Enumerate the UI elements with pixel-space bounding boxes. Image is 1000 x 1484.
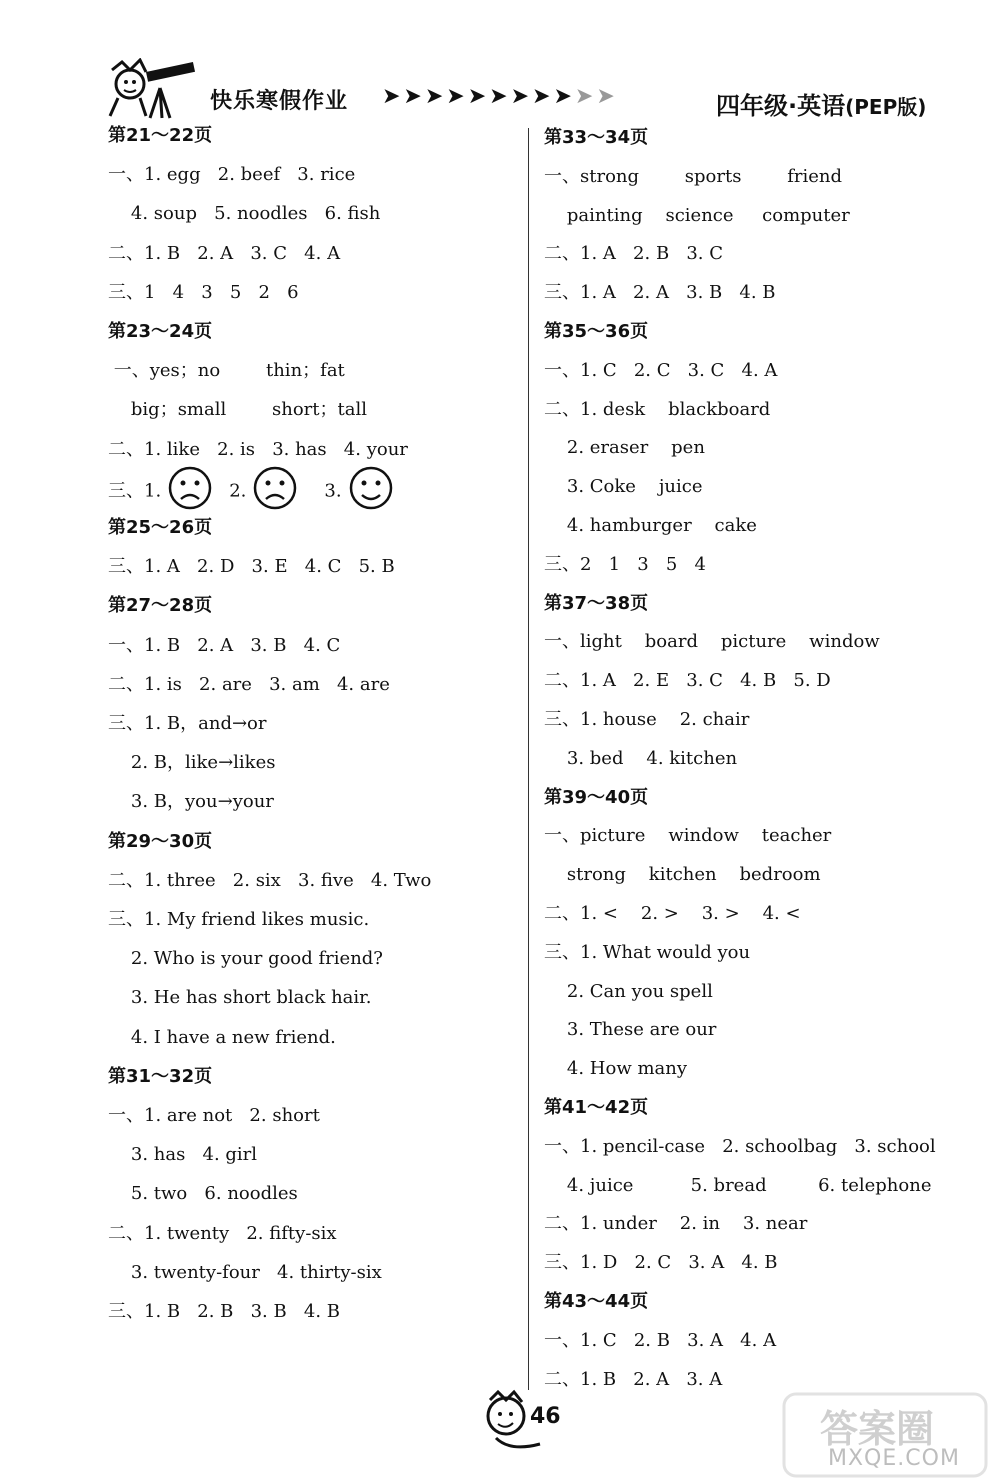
answer-line: 4. hamburger cake bbox=[544, 515, 757, 536]
answer-line: 3. These are our bbox=[544, 1019, 717, 1041]
answer-line: 二、1. desk blackboard bbox=[544, 398, 771, 420]
section-heading: 第31～32页 bbox=[108, 1065, 213, 1087]
answer-line: 2. B，like→likes bbox=[108, 752, 276, 774]
answer-line: 4. juice 5. bread 6. telephone bbox=[544, 1174, 932, 1196]
answer-line bbox=[108, 465, 394, 518]
grade-label: 四年级·英语 bbox=[716, 92, 846, 120]
watermark-title: 答案圈 bbox=[820, 1407, 935, 1451]
answer-line: 3. twenty-four 4. thirty-six bbox=[108, 1261, 382, 1283]
answer-line: 二、1. is 2. are 3. am 4. are bbox=[108, 673, 390, 695]
section-heading: 第29～30页 bbox=[108, 830, 213, 852]
answer-line: 二、1. three 2. six 3. five 4. Two bbox=[108, 869, 432, 891]
answer-line: 3. B，you→your bbox=[108, 791, 274, 813]
answer-line: 三、1. A 2. A 3. B 4. B bbox=[544, 282, 776, 304]
cartoon-telescope-logo bbox=[100, 58, 200, 120]
answer-line: 二、1. A 2. E 3. C 4. B 5. D bbox=[544, 670, 831, 692]
answer-line: 4. I have a new friend. bbox=[108, 1026, 336, 1048]
answer-line: 4. How many bbox=[544, 1058, 688, 1080]
answer-line: 三、1. B 2. B 3. B 4. B bbox=[108, 1301, 340, 1322]
answer-line: 三、1. What would you bbox=[544, 941, 751, 963]
answer-line: 一、1. pencil-case 2. schoolbag 3. school bbox=[544, 1135, 936, 1157]
arrows-dark: ➤➤➤➤➤➤➤➤➤ bbox=[382, 84, 575, 109]
answer-line: 二、1. B 2. A 3. A bbox=[544, 1368, 723, 1390]
arrow-decoration bbox=[382, 84, 618, 109]
answer-line: 5. two 6. noodles bbox=[108, 1183, 298, 1205]
answer-line: 一、1. C 2. C 3. C 4. A bbox=[544, 359, 778, 381]
section-heading: 第39～40页 bbox=[544, 786, 649, 808]
answer-line: 一、1. egg 2. beef 3. rice bbox=[108, 164, 356, 186]
section-heading: 第25～26页 bbox=[108, 517, 213, 538]
answer-line: 3. Coke juice bbox=[544, 476, 703, 498]
section-heading: 第41～42页 bbox=[544, 1097, 649, 1118]
answer-line: 三、2 1 3 5 4 bbox=[544, 553, 706, 575]
section-heading: 第21～22页 bbox=[108, 125, 213, 146]
answer-line: 二、1. twenty 2. fifty-six bbox=[108, 1222, 337, 1244]
answer-line: 一、1. B 2. A 3. B 4. C bbox=[108, 634, 341, 656]
answer-line: 三、1. My friend likes music. bbox=[108, 909, 370, 930]
answer-line: 一、light board picture window bbox=[544, 631, 880, 653]
answer-line: strong kitchen bedroom bbox=[544, 864, 821, 886]
answer-line: 三、1. D 2. C 3. A 4. B bbox=[544, 1252, 778, 1274]
answer-line: 4. soup 5. noodles 6. fish bbox=[108, 203, 381, 225]
answer-line: big；small short；tall bbox=[108, 399, 367, 421]
section-heading: 第37～38页 bbox=[544, 592, 649, 614]
answer-line: painting science computer bbox=[544, 204, 850, 226]
answer-label: 3. bbox=[324, 480, 342, 502]
answer-line: 三、1. house 2. chair bbox=[544, 709, 750, 730]
section-heading: 第23～24页 bbox=[108, 321, 213, 342]
page-number: 46 bbox=[530, 1404, 561, 1429]
section-heading: 第35～36页 bbox=[544, 321, 649, 342]
answer-line: 一、1. C 2. B 3. A 4. A bbox=[544, 1329, 777, 1351]
answer-line: 二、1. B 2. A 3. C 4. A bbox=[108, 242, 341, 264]
sad-face-icon bbox=[252, 465, 298, 518]
arrows-fade: ➤➤ bbox=[574, 84, 618, 109]
grade-subject bbox=[716, 86, 926, 121]
answer-line: 2. eraser pen bbox=[544, 437, 705, 459]
answer-label: 三、1. bbox=[108, 480, 162, 502]
answer-label: 2. bbox=[229, 480, 247, 502]
answer-line: 二、1. under 2. in 3. near bbox=[544, 1213, 808, 1235]
answer-line: 一、picture window teacher bbox=[544, 825, 832, 847]
brand-title: 快乐寒假作业 bbox=[210, 89, 349, 114]
happy-face-icon bbox=[348, 465, 394, 518]
edition-label: (PEP版) bbox=[845, 95, 927, 119]
answer-line: 三、1. A 2. D 3. E 4. C 5. B bbox=[108, 556, 395, 578]
answer-line: 三、1 4 3 5 2 6 bbox=[108, 281, 299, 303]
page-header bbox=[0, 0, 1000, 125]
answer-line: 3. has 4. girl bbox=[108, 1144, 258, 1166]
section-heading: 第27～28页 bbox=[108, 595, 213, 617]
answer-line: 一、yes；no thin；fat bbox=[108, 360, 345, 382]
section-heading: 第43～44页 bbox=[544, 1291, 649, 1312]
section-heading: 第33～34页 bbox=[544, 127, 649, 148]
answer-line: 二、1. A 2. B 3. C bbox=[544, 243, 724, 265]
answer-line: 2. Can you spell bbox=[544, 980, 713, 1002]
answer-line: 一、strong sports friend bbox=[544, 165, 843, 187]
answer-line: 二、1. < 2. > 3. > 4. < bbox=[544, 903, 801, 924]
answer-line: 二、1. like 2. is 3. has 4. your bbox=[108, 438, 408, 460]
answer-line: 3. bed 4. kitchen bbox=[544, 747, 738, 769]
column-divider bbox=[528, 128, 529, 1390]
watermark-url: MXQE.COM bbox=[828, 1446, 960, 1471]
answer-line: 一、1. are not 2. short bbox=[108, 1105, 320, 1126]
answer-line: 2. Who is your good friend? bbox=[108, 948, 383, 970]
sad-face-icon bbox=[167, 465, 213, 518]
answer-line: 3. He has short black hair. bbox=[108, 987, 372, 1009]
answer-line: 三、1. B，and→or bbox=[108, 713, 267, 734]
